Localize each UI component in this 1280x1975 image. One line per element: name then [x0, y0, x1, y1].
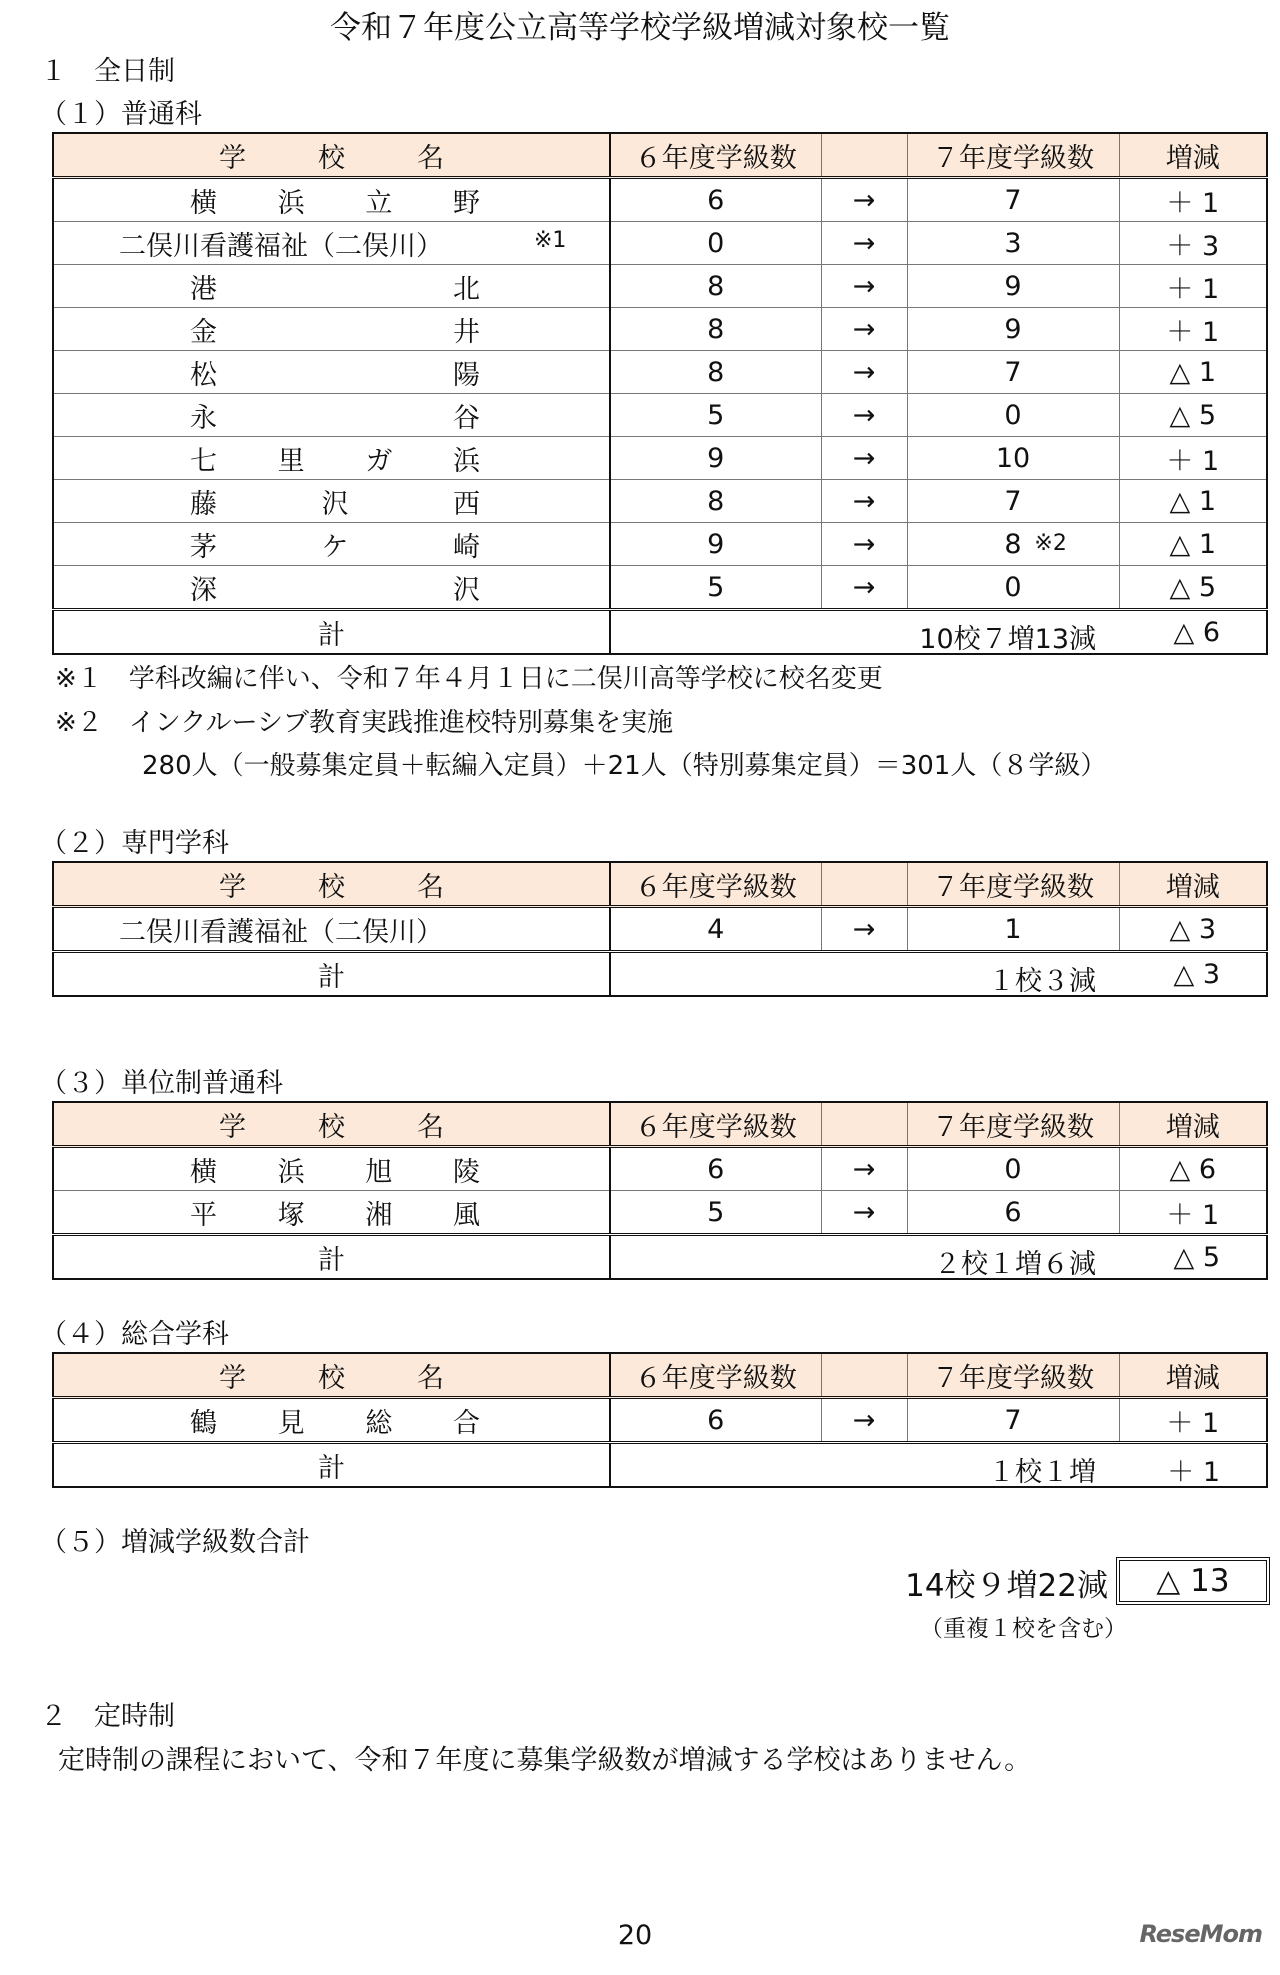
arrow-icon: → — [821, 566, 907, 610]
school-name-char: ケ — [321, 531, 349, 563]
footnote-2-detail: 280人（一般募集定員＋転編入定員）＋21人（特別募集定員）＝301人（８学級） — [142, 751, 1107, 781]
header-char: 校 — [318, 871, 345, 903]
school-name-char: 松 — [190, 359, 217, 391]
header-char: 校 — [318, 1111, 345, 1143]
school-name-char: 里 — [277, 445, 305, 477]
arrow-icon: → — [821, 523, 907, 566]
classes-y7 — [907, 394, 1119, 437]
total-row — [53, 1235, 1267, 1280]
school-name-char: ガ — [365, 445, 393, 477]
classes-y6: 9 — [610, 523, 821, 566]
school-name-char: 金 — [190, 316, 217, 348]
school-note: ※1 — [534, 228, 567, 253]
school-name-char: 沢 — [321, 488, 349, 520]
classes-y6: 6 — [610, 178, 821, 222]
header-y6: ６年度学級数 — [610, 133, 821, 178]
arrow-icon: → — [821, 394, 907, 437]
classes-diff: ＋ 1 — [1119, 308, 1267, 351]
total-summary: １校３減 — [988, 966, 1096, 997]
school-table — [52, 1101, 1268, 1280]
school-name — [53, 351, 610, 394]
classes-diff: △ 1 — [1119, 351, 1267, 394]
school-name-char: 立 — [365, 187, 393, 219]
classes-y7 — [907, 566, 1119, 610]
classes-diff: △ 5 — [1119, 394, 1267, 437]
classes-y7-value: 7 — [1004, 356, 1022, 388]
classes-y7-value: 9 — [1004, 270, 1022, 302]
table-row — [53, 523, 1267, 566]
classes-y6: 5 — [610, 566, 821, 610]
classes-y7-value: 7 — [1004, 485, 1022, 517]
school-name — [53, 566, 610, 610]
header-diff: 増減 — [1119, 1353, 1267, 1398]
header-char: 名 — [417, 142, 444, 174]
school-name-char: 七 — [190, 445, 217, 477]
classes-diff: ＋ 1 — [1119, 178, 1267, 222]
classes-y7 — [907, 907, 1119, 952]
grand-total-summary: 14校９増22減 — [905, 1568, 1108, 1604]
classes-y7-note: ※2 — [1034, 530, 1067, 556]
total-cell — [610, 1443, 1267, 1488]
school-name — [53, 1398, 610, 1443]
classes-y6: 6 — [610, 1398, 821, 1443]
arrow-icon: → — [821, 480, 907, 523]
table-row — [53, 907, 1267, 952]
total-label: 計 — [53, 1235, 610, 1280]
total-label: 計 — [53, 1443, 610, 1488]
grand-total-label: （５）増減学級数合計 — [40, 1527, 310, 1558]
total-diff: △ 6 — [1173, 617, 1220, 648]
arrow-icon: → — [821, 351, 907, 394]
classes-y7-value: 7 — [1004, 1404, 1022, 1436]
school-name — [53, 907, 610, 952]
total-row — [53, 952, 1267, 997]
table-label: （３）単位制普通科 — [40, 1068, 283, 1099]
header-char: 名 — [417, 1111, 444, 1143]
header-y7: ７年度学級数 — [907, 1102, 1119, 1147]
classes-diff: △ 1 — [1119, 523, 1267, 566]
classes-diff: △ 3 — [1119, 907, 1267, 952]
school-name-char: 崎 — [453, 531, 480, 563]
classes-diff: ＋ 1 — [1119, 1191, 1267, 1235]
header-arrow — [821, 862, 907, 907]
header-school-name — [53, 1102, 610, 1147]
table-row — [53, 265, 1267, 308]
school-name-char: 湘 — [365, 1199, 393, 1231]
classes-y7 — [907, 523, 1119, 566]
table-header-row — [53, 862, 1267, 907]
arrow-icon: → — [821, 907, 907, 952]
arrow-icon: → — [821, 1398, 907, 1443]
school-name-char: 陵 — [452, 1156, 480, 1188]
header-char: 学 — [219, 871, 246, 903]
header-y6: ６年度学級数 — [610, 862, 821, 907]
school-name-text: 二俣川看護福祉（二俣川） — [119, 230, 443, 262]
table-header-row — [53, 1102, 1267, 1147]
school-name-char: 鶴 — [190, 1407, 217, 1439]
table-row — [53, 351, 1267, 394]
classes-y7 — [907, 222, 1119, 265]
classes-y6: 8 — [610, 351, 821, 394]
total-summary: 10校７増13減 — [919, 624, 1096, 655]
header-y6: ６年度学級数 — [610, 1102, 821, 1147]
school-name-char: 旭 — [365, 1156, 393, 1188]
header-arrow — [821, 1353, 907, 1398]
header-arrow — [821, 133, 907, 178]
table-label: （２）専門学科 — [40, 828, 229, 859]
classes-y7-value: 0 — [1004, 571, 1022, 603]
school-name-char: 西 — [453, 488, 480, 520]
school-name-char: 総 — [365, 1407, 393, 1439]
header-y7: ７年度学級数 — [907, 133, 1119, 178]
grand-total-note: （重複１校を含む） — [920, 1616, 1127, 1642]
school-name-char: 深 — [190, 574, 217, 606]
classes-y6: 9 — [610, 437, 821, 480]
header-school-name — [53, 862, 610, 907]
header-y7: ７年度学級数 — [907, 862, 1119, 907]
table-row — [53, 1191, 1267, 1235]
school-name-text: 二俣川看護福祉（二俣川） — [119, 916, 443, 948]
classes-y7 — [907, 308, 1119, 351]
header-diff: 増減 — [1119, 133, 1267, 178]
school-name — [53, 1191, 610, 1235]
classes-y6: 5 — [610, 1191, 821, 1235]
arrow-icon: → — [821, 178, 907, 222]
school-name — [53, 308, 610, 351]
header-y7: ７年度学級数 — [907, 1353, 1119, 1398]
arrow-icon: → — [821, 265, 907, 308]
school-name-char: 見 — [277, 1407, 305, 1439]
school-name-char: 浜 — [452, 445, 480, 477]
parttime-text: 定時制の課程において、令和７年度に募集学級数が増減する学校はありません。 — [58, 1745, 1032, 1776]
school-name — [53, 178, 610, 222]
total-row — [53, 610, 1267, 655]
school-name — [53, 394, 610, 437]
school-name-char: 沢 — [453, 574, 480, 606]
school-name-char: 平 — [190, 1199, 217, 1231]
header-char: 学 — [219, 1111, 246, 1143]
resemom-logo: ReseMom — [1139, 1920, 1262, 1948]
classes-y7 — [907, 1191, 1119, 1235]
school-name-char: 藤 — [190, 488, 217, 520]
classes-y7 — [907, 351, 1119, 394]
school-table — [52, 1352, 1268, 1488]
classes-y7-value: 8 — [1004, 528, 1022, 560]
table-row — [53, 1147, 1267, 1191]
total-diff: △ 3 — [1173, 959, 1220, 990]
table-row — [53, 566, 1267, 610]
classes-y6: 4 — [610, 907, 821, 952]
header-y6: ６年度学級数 — [610, 1353, 821, 1398]
classes-diff: ＋ 1 — [1119, 437, 1267, 480]
school-name-char: 横 — [190, 187, 217, 219]
classes-y7-value: 1 — [1004, 913, 1022, 945]
school-name-char: 井 — [453, 316, 480, 348]
classes-y7 — [907, 178, 1119, 222]
table-row — [53, 480, 1267, 523]
school-name-char: 北 — [453, 273, 480, 305]
school-name-char: 浜 — [277, 1156, 305, 1188]
school-name-char: 谷 — [453, 402, 480, 434]
page-number: 20 — [617, 1920, 653, 1951]
table-row — [53, 437, 1267, 480]
arrow-icon: → — [821, 1147, 907, 1191]
arrow-icon: → — [821, 1191, 907, 1235]
header-diff: 増減 — [1119, 1102, 1267, 1147]
classes-y6: 0 — [610, 222, 821, 265]
classes-y7-value: 0 — [1004, 1153, 1022, 1185]
classes-y7 — [907, 1398, 1119, 1443]
classes-y7-value: 10 — [995, 442, 1031, 474]
total-summary: １校１増 — [988, 1457, 1096, 1488]
classes-diff: ＋ 3 — [1119, 222, 1267, 265]
classes-y7-value: 7 — [1004, 184, 1022, 216]
total-diff: ＋ 1 — [1167, 1457, 1220, 1488]
classes-diff: ＋ 1 — [1119, 265, 1267, 308]
total-summary: ２校１増６減 — [934, 1249, 1096, 1280]
grand-total-value: △ 13 — [1116, 1557, 1270, 1605]
school-name — [53, 1147, 610, 1191]
total-diff: △ 5 — [1173, 1242, 1220, 1273]
classes-y6: 6 — [610, 1147, 821, 1191]
school-name-char: 港 — [190, 273, 217, 305]
table-header-row — [53, 133, 1267, 178]
school-name-char: 陽 — [453, 359, 480, 391]
header-char: 校 — [318, 142, 345, 174]
classes-y7-value: 9 — [1004, 313, 1022, 345]
table-row — [53, 394, 1267, 437]
header-diff: 増減 — [1119, 862, 1267, 907]
section-heading-parttime: ２ 定時制 — [40, 1701, 175, 1732]
total-cell — [610, 1235, 1267, 1280]
table-row — [53, 308, 1267, 351]
total-cell — [610, 952, 1267, 997]
classes-y6: 8 — [610, 265, 821, 308]
header-arrow — [821, 1102, 907, 1147]
page-title: 令和７年度公立高等学校学級増減対象校一覧 — [330, 10, 950, 46]
header-school-name — [53, 1353, 610, 1398]
classes-y7 — [907, 437, 1119, 480]
classes-y7 — [907, 480, 1119, 523]
classes-diff: △ 1 — [1119, 480, 1267, 523]
school-name — [53, 523, 610, 566]
arrow-icon: → — [821, 437, 907, 480]
header-char: 名 — [417, 1362, 444, 1394]
header-char: 学 — [219, 142, 246, 174]
footnote-1: ※１ 学科改編に伴い、令和７年４月１日に二俣川高等学校に校名変更 — [55, 664, 883, 694]
table-row — [53, 178, 1267, 222]
header-char: 学 — [219, 1362, 246, 1394]
arrow-icon: → — [821, 308, 907, 351]
school-name-char: 浜 — [277, 187, 305, 219]
school-name-char: 横 — [190, 1156, 217, 1188]
header-char: 校 — [318, 1362, 345, 1394]
classes-y6: 8 — [610, 480, 821, 523]
total-row — [53, 1443, 1267, 1488]
school-table — [52, 861, 1268, 997]
school-name-char: 合 — [452, 1407, 480, 1439]
school-table — [52, 132, 1268, 655]
school-name-char: 永 — [190, 402, 217, 434]
classes-y7 — [907, 1147, 1119, 1191]
total-label: 計 — [53, 952, 610, 997]
school-name-char: 茅 — [190, 531, 217, 563]
school-name — [53, 265, 610, 308]
school-name-char: 野 — [452, 187, 480, 219]
classes-diff: ＋ 1 — [1119, 1398, 1267, 1443]
school-name-char: 塚 — [277, 1199, 305, 1231]
table-label: （４）総合学科 — [40, 1319, 229, 1350]
header-char: 名 — [417, 871, 444, 903]
total-cell — [610, 610, 1267, 655]
classes-y7 — [907, 265, 1119, 308]
arrow-icon: → — [821, 222, 907, 265]
school-name-char: 風 — [452, 1199, 480, 1231]
table-row — [53, 222, 1267, 265]
classes-diff: △ 5 — [1119, 566, 1267, 610]
table-label: （１）普通科 — [40, 99, 202, 130]
school-name — [53, 437, 610, 480]
classes-y7-value: 6 — [1004, 1196, 1022, 1228]
classes-y7-value: 0 — [1004, 399, 1022, 431]
classes-y7-value: 3 — [1004, 227, 1022, 259]
table-row — [53, 1398, 1267, 1443]
classes-y6: 5 — [610, 394, 821, 437]
table-header-row — [53, 1353, 1267, 1398]
header-school-name — [53, 133, 610, 178]
classes-y6: 8 — [610, 308, 821, 351]
section-heading-fulltime: １ 全日制 — [40, 56, 175, 87]
total-label: 計 — [53, 610, 610, 655]
school-name — [53, 222, 610, 265]
classes-diff: △ 6 — [1119, 1147, 1267, 1191]
school-name — [53, 480, 610, 523]
footnote-2: ※２ インクルーシブ教育実践推進校特別募集を実施 — [55, 708, 673, 738]
